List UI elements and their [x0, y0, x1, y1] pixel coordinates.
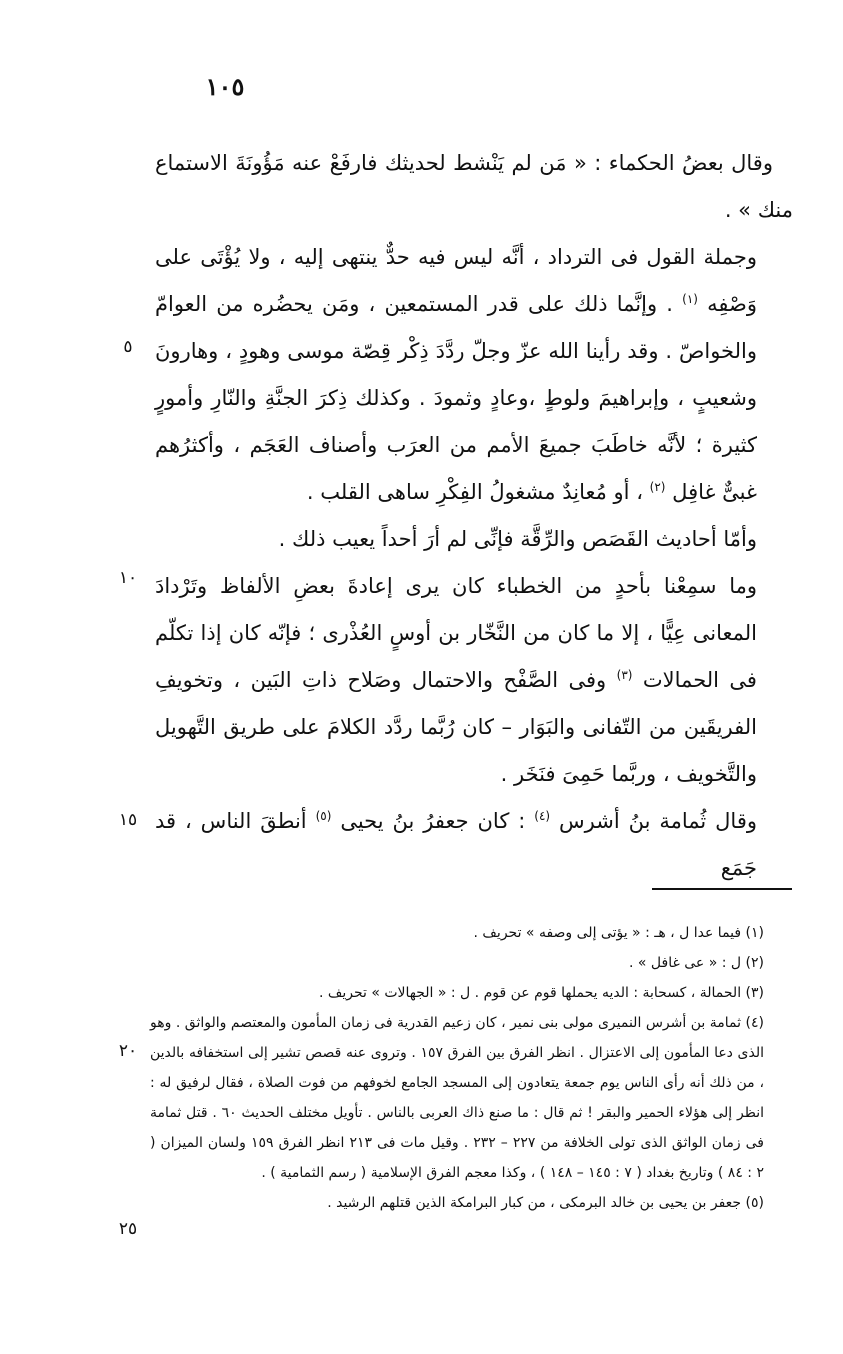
line-number-15: ١٥ — [118, 810, 138, 830]
footnote-3: (٣) الحمالة ، كسحابة : الديه يحملها قوم عن قوم . ل : « الجهالات » تحريف . — [318, 985, 764, 1001]
paragraph-4 — [155, 563, 793, 798]
paragraph-4-text-cont: وفى الصَّفْح والاحتمال وصَلاح ذاتِ البَين ، وتخويفِ الفريقَين من التّفانى والبَوَار – كان رُبَّما ردَّد الكلامَ على طريق التَّهويل والتَّخويف ، وربَّما حَمِىَ فنَخَر . — [155, 668, 757, 786]
paragraph-5-text-end: أنطقَ الناس ، قد جَمَع — [155, 809, 757, 880]
paragraph-1-text: وقال بعضُ الحكماء : « مَن لم يَنْشط لحديثك فارفَعْ عنه مَؤُونَةَ الاستماع منك » . — [155, 151, 793, 222]
footnote-2: (٢) ل : « عى غافل » . — [629, 955, 764, 971]
line-number-5: ٥ — [123, 337, 133, 357]
paragraph-2 — [155, 234, 793, 516]
paragraph-2-text-end: ، أو مُعانِدٌ مشغولُ الفِكْرِ ساهى القلب . — [306, 480, 643, 504]
paragraph-5-text: وقال ثُمامة بنُ أشرس — [559, 809, 758, 833]
footnote-ref-2[interactable]: (٢) — [649, 480, 666, 494]
paragraph-4-text: وما سمِعْنا بأحدٍ من الخطباء كان يرى إعادةَ بعضِ الألفاظ وتَرْدادَ المعانى عِيًّا ، إلا ما كان من النَّخّار بن أوسٍ العُذْرى ؛ فإنّه كان إذا تكلّم فى الحمالات — [155, 574, 757, 692]
paragraph-3-text: وأمّا أحاديث القَصَص والرِّقَّة فإنِّى لم أرَ أحداً يعيب ذلك . — [278, 527, 757, 551]
paragraph-5 — [155, 798, 793, 892]
footnote-1: (١) فيما عدا ل ، هـ : « يؤتى إلى وصفه » تحريف . — [473, 925, 764, 941]
footnote-4: (٤) ثمامة بن أشرس النميرى مولى بنى نمير ، كان زعيم القدرية فى زمان المأمون والمعتصم والواثق . وهو الذى دعا المأمون إلى الاعتزال . انظر الفرق بين الفرق ١٥٧ . وتروى عنه قصص تشير إلى استخفافه بالدين ، من ذلك أنه رأى الناس يوم جمعة يتعادون إلى المسجد الجامع لخوفهم من فوت الصلاة ، فقال لرفيق له : انظر إلى هؤلاء الحمير والبقر ! ثم قال : ما صنع ذاك العربى بالناس . تأويل مختلف الحديث ٦٠ . قتل ثمامة فى زمان الواثق الذى تولى الخلافة من ٢٢٧ – ٢٣٢ . وقيل مات فى ٢١٣ انظر الفرق ١٥٩ ولسان الميزان ( ٢ : ٨٤ ) وتاريخ بغداد ( ٧ : ١٤٥ – ١٤٨ ) ، وكذا معجم الفرق الإسلامية ( رسم الثمامية ) . — [150, 1015, 765, 1181]
paragraph-1 — [155, 140, 793, 234]
paragraph-5-text-cont: : كان جعفرُ بنُ يحيى — [340, 809, 526, 833]
footnote-divider — [652, 888, 792, 890]
line-number-25: ٢٥ — [118, 1219, 138, 1239]
footnotes — [150, 918, 790, 1218]
line-number-20: ٢٠ — [118, 1041, 138, 1061]
page-number: ١٠٥ — [205, 72, 245, 101]
paragraph-3 — [155, 516, 793, 563]
footnote-5: (٥) جعفر بن يحيى بن خالد البرمكى ، من كبار البرامكة الذين قتلهم الرشيد . — [327, 1195, 764, 1211]
line-number-10: ١٠ — [118, 568, 138, 588]
footnote-ref-1[interactable]: (١) — [682, 292, 698, 306]
main-text — [155, 140, 793, 892]
paragraph-2-text: وجملة القول فى الترداد ، أنَّه ليس فيه حدٌّ ينتهى إليه ، ولا يُؤْتَى على وَصْفِه — [155, 245, 757, 316]
footnote-ref-3[interactable]: (٣) — [616, 668, 633, 682]
paragraph-2-text-cont: . وإنَّما ذلك على قدر المستمعين ، ومَن يحضُره من العوامّ والخواصّ . وقد رأينا الله عزّ وجلّ ردَّدَ ذِكْر قِصّة موسى وهودٍ ، وهارونَ وشعيبٍ ، وإبراهيمَ ولوطٍ ،وعادٍ وثمودَ . وكذلك ذِكرَ الجنَّةِ والنّارِ وأمورٍ كثيرة ؛ لأنَّه خاطَبَ جميعَ الأمم من العرَب وأصناف العَجَم ، وأكثرُهم غبىٌّ غافِل — [155, 292, 757, 504]
footnote-ref-5[interactable]: (٥) — [315, 809, 332, 823]
footnote-ref-4[interactable]: (٤) — [534, 809, 551, 823]
